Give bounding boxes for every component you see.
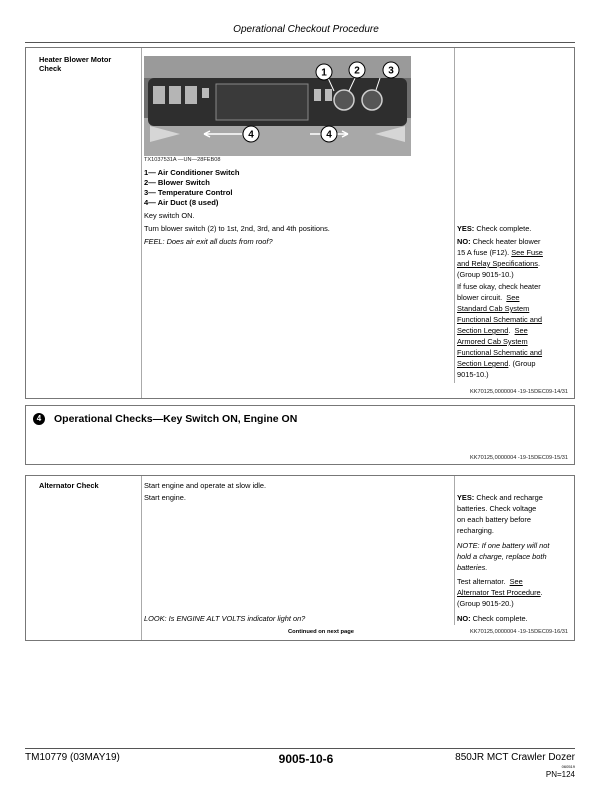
standard-cab-link[interactable]: Section Legend xyxy=(457,326,509,335)
footer-pn: PN=124 xyxy=(545,770,575,779)
alternator-no: NO: Check complete. xyxy=(457,614,528,623)
section-number-badge: 4 xyxy=(33,413,45,425)
footer-small-code: 060519 xyxy=(561,764,575,769)
step-blower: Turn blower switch (2) to 1st, 2nd, 3rd, and 4th positions. xyxy=(144,224,330,233)
section-ref: KK70125,0000004 -19-15DEC09-15/31 xyxy=(470,455,568,461)
alternator-test-link[interactable]: Alternator Test Procedure xyxy=(457,588,541,597)
continued-note: Continued on next page xyxy=(288,629,355,635)
section-title: Operational Checks—Key Switch ON, Engine ON xyxy=(54,413,298,425)
alternator-section xyxy=(25,475,575,641)
header-rule xyxy=(25,42,575,43)
legend-item: 4— Air Duct (8 used) xyxy=(144,198,219,207)
step-feel: FEEL: Does air exit all ducts from roof? xyxy=(144,237,273,246)
alternator-test-link[interactable]: See xyxy=(509,577,523,586)
callout-4-left: 4 xyxy=(248,129,254,141)
fuse-okay-action: If fuse okay, check heater blower circuit. See Standard Cab System Functional Schematic and Section Legend. See Armored Cab System Functional Schematic and Section Legend. (Group 9015-10.) xyxy=(457,282,543,379)
standard-cab-link[interactable]: See xyxy=(506,293,520,302)
heater-blower-section xyxy=(25,47,575,399)
figure-code: TX1037531A —UN—28FEB08 xyxy=(144,157,221,163)
callout-4-right: 4 xyxy=(326,129,332,141)
callout-3: 3 xyxy=(388,65,394,77)
callout-1: 1 xyxy=(321,67,327,79)
footer-page-number: 9005-10-6 xyxy=(278,752,334,766)
armored-cab-link[interactable]: Section Legend xyxy=(457,359,509,368)
legend-item: 3— Temperature Control xyxy=(144,188,233,197)
footer-rule xyxy=(25,748,575,749)
page-header-title: Operational Checkout Procedure xyxy=(233,24,379,35)
footer-product: 850JR MCT Crawler Dozer xyxy=(455,752,575,763)
armored-cab-link[interactable]: See xyxy=(514,326,528,335)
alternator-ref: KK70125,0000004 -19-15DEC09-16/31 xyxy=(470,629,568,635)
standard-cab-link[interactable]: Functional Schematic and xyxy=(457,315,543,324)
fuse-relay-link[interactable]: See Fuse xyxy=(511,248,543,257)
yes-result: YES: Check complete. xyxy=(457,224,532,233)
callout-2: 2 xyxy=(354,65,360,77)
armored-cab-link[interactable]: Functional Schematic and xyxy=(457,348,543,357)
alternator-yes: YES: Check and recharge batteries. Check voltage on each battery before recharging. xyxy=(457,493,543,535)
armored-cab-link[interactable]: Armored Cab System xyxy=(457,337,528,346)
fuse-relay-link[interactable]: and Relay Specifications xyxy=(457,259,538,268)
heater-title: Heater Blower Motor Check xyxy=(39,55,112,73)
cab-control-panel-photo xyxy=(144,56,411,156)
step-start-engine: Start engine. xyxy=(144,493,186,502)
alternator-test: Test alternator. See Alternator Test Procedure. (Group 9015-20.) xyxy=(457,577,543,608)
alternator-note: NOTE: If one battery will not hold a charge, replace both batteries. xyxy=(457,541,550,572)
footer-doc-id: TM10779 (03MAY19) xyxy=(25,752,120,763)
no-result: NO: Check heater blower 15 A fuse (F12). See Fuse and Relay Specifications. (Group 9015-10.) xyxy=(457,237,543,279)
heater-ref: KK70125,0000004 -19-15DEC09-14/31 xyxy=(470,389,568,395)
alternator-title: Alternator Check xyxy=(39,481,99,490)
legend-item: 2— Blower Switch xyxy=(144,178,210,187)
step-look: LOOK: Is ENGINE ALT VOLTS indicator light on? xyxy=(144,614,306,623)
standard-cab-link[interactable]: Standard Cab System xyxy=(457,304,530,313)
step-key-on: Key switch ON. xyxy=(144,211,195,220)
section-heading-box xyxy=(25,405,575,465)
step-slow-idle: Start engine and operate at slow idle. xyxy=(144,481,267,490)
legend-item: 1— Air Conditioner Switch xyxy=(144,168,240,177)
